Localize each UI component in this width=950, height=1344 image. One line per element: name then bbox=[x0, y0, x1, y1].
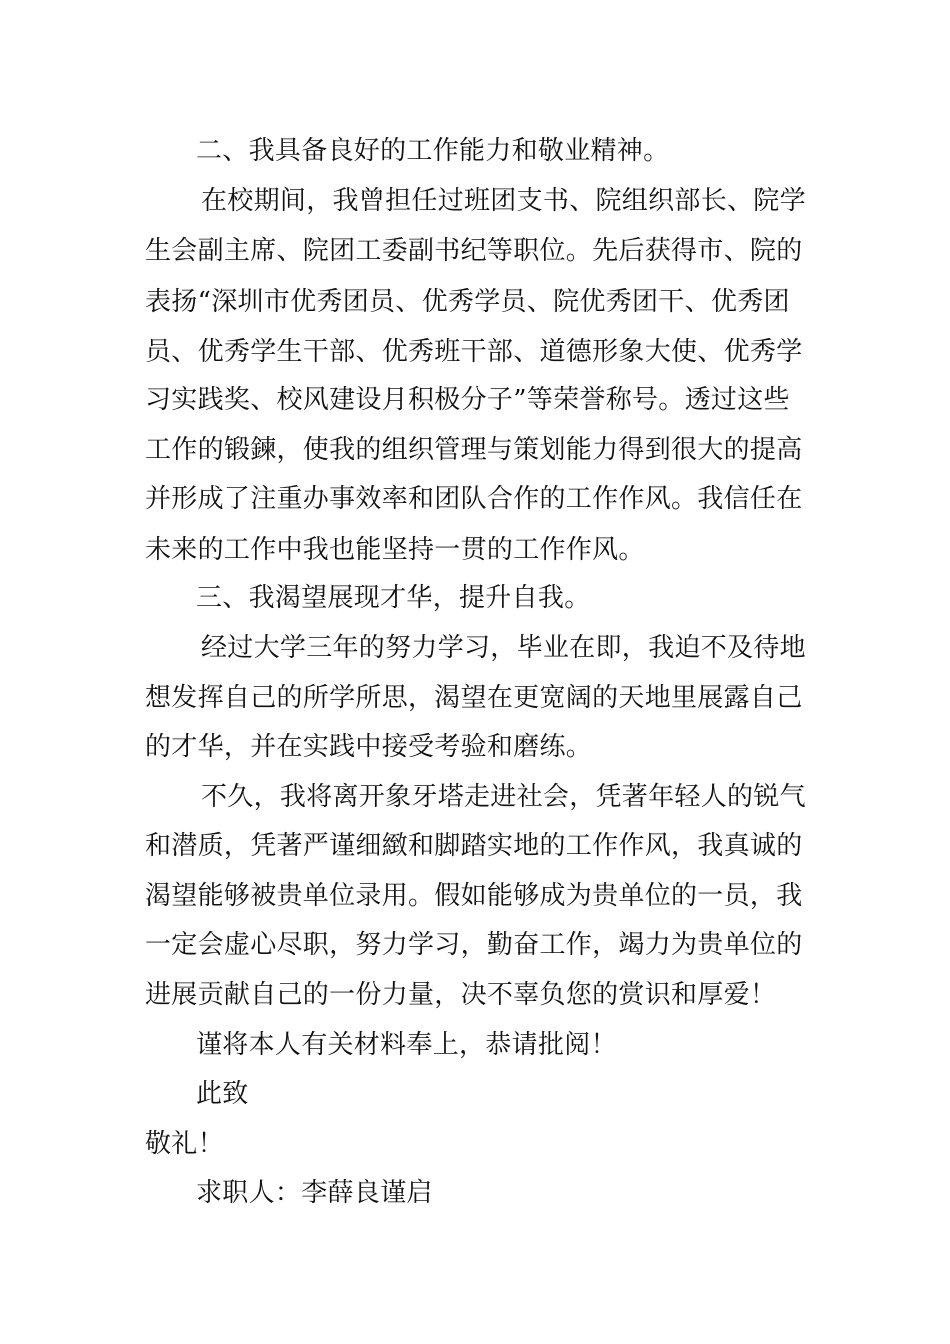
signature-line: 求职人：李薛良谨启 bbox=[196, 1178, 433, 1208]
paragraph-line: 并形成了注重办事效率和团队合作的工作作风。我信任在 bbox=[145, 484, 803, 514]
paragraph-line: 渴望能够被贵单位录用。假如能够成为贵单位的一员，我 bbox=[145, 881, 803, 911]
paragraph-line: 生会副主席、院团工委副书纪等职位。先后获得市、院的 bbox=[145, 236, 803, 266]
paragraph-line: 不久，我将离开象牙塔走进社会，凭著年轻人的锐气 bbox=[201, 782, 806, 812]
paragraph-line: 一定会虚心尽职，努力学习，勤奋工作，竭力为贵单位的 bbox=[145, 930, 803, 960]
closing-regards: 敬礼！ bbox=[145, 1129, 224, 1159]
paragraph-line: 的才华，并在实践中接受考验和磨练。 bbox=[145, 732, 593, 762]
paragraph-line: 经过大学三年的努力学习，毕业在即，我迫不及待地 bbox=[201, 633, 806, 663]
section-heading-2: 二、我具备良好的工作能力和敬业精神。 bbox=[196, 136, 670, 166]
paragraph-line: 想发挥自己的所学所思，渴望在更宽阔的天地里展露自己 bbox=[145, 683, 803, 713]
paragraph-line: 习实践奖、校风建设月积极分子”等荣誉称号。透过这些 bbox=[145, 385, 790, 415]
paragraph-line: 表扬“深圳市优秀团员、优秀学员、院优秀团干、优秀团 bbox=[145, 287, 790, 317]
paragraph-line: 未来的工作中我也能坚持一贯的工作作风。 bbox=[145, 535, 645, 565]
section-heading-3: 三、我渴望展现才华，提升自我。 bbox=[196, 583, 591, 613]
paragraph-line: 员、优秀学生干部、优秀班干部、道德形象大使、优秀学 bbox=[145, 337, 803, 367]
paragraph-line: 工作的锻鍊，使我的组织管理与策划能力得到很大的提高 bbox=[145, 435, 803, 465]
paragraph-line: 在校期间，我曾担任过班团支书、院组织部长、院学 bbox=[201, 186, 806, 216]
closing-request: 谨将本人有关材料奉上，恭请批阅！ bbox=[196, 1030, 617, 1060]
paragraph-line: 和潜质，凭著严谨细緻和脚踏实地的工作作风，我真诚的 bbox=[145, 831, 803, 861]
closing-salutation: 此致 bbox=[196, 1079, 249, 1109]
paragraph-line: 进展贡献自己的一份力量，决不辜负您的赏识和厚爱！ bbox=[145, 980, 777, 1010]
